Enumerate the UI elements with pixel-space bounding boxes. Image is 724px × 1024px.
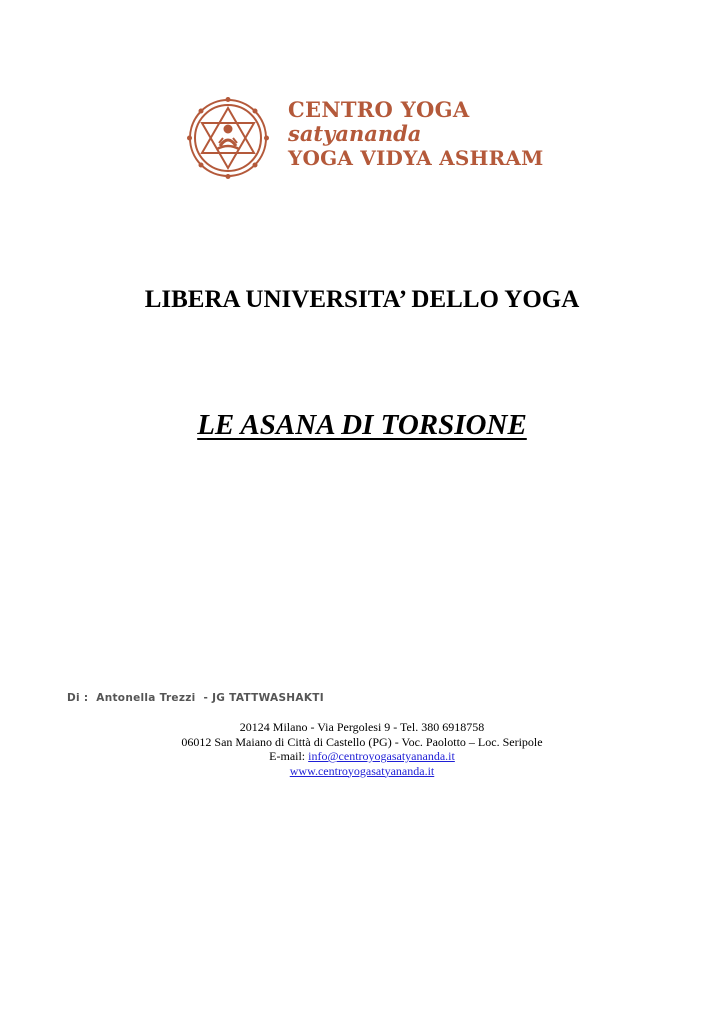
email-line xyxy=(0,749,724,764)
logo-text xyxy=(288,98,544,171)
address-san-maiano: 06012 San Maiano di Città di Castello (PG) - Voc. Paolotto – Loc. Seripole xyxy=(181,734,543,749)
website-link[interactable]: www.centroyogasatyananda.it xyxy=(289,763,435,778)
contact-block xyxy=(0,720,724,778)
university-heading: LIBERA UNIVERSITA’ DELLO YOGA xyxy=(144,286,580,313)
website-line xyxy=(0,764,724,779)
logo-line-centro-yoga: CENTRO YOGA xyxy=(288,97,470,122)
email-link[interactable]: info@centroyogasatyananda.it xyxy=(308,749,455,763)
author-line: Di : Antonella Trezzi - JG TATTWASHAKTI xyxy=(67,692,324,704)
logo xyxy=(186,96,546,182)
logo-line-ashram: YOGA VIDYA ASHRAM xyxy=(288,146,544,170)
address-milano: 20124 Milano - Via Pergolesi 9 - Tel. 380 6918758 xyxy=(239,720,485,734)
document-title xyxy=(0,409,724,442)
document-title-text: LE ASANA DI TORSIONE xyxy=(197,409,527,441)
email-label: E-mail: xyxy=(269,749,309,763)
logo-line-satyananda: satyananda xyxy=(288,121,422,146)
yoga-mandala-icon xyxy=(186,96,270,180)
